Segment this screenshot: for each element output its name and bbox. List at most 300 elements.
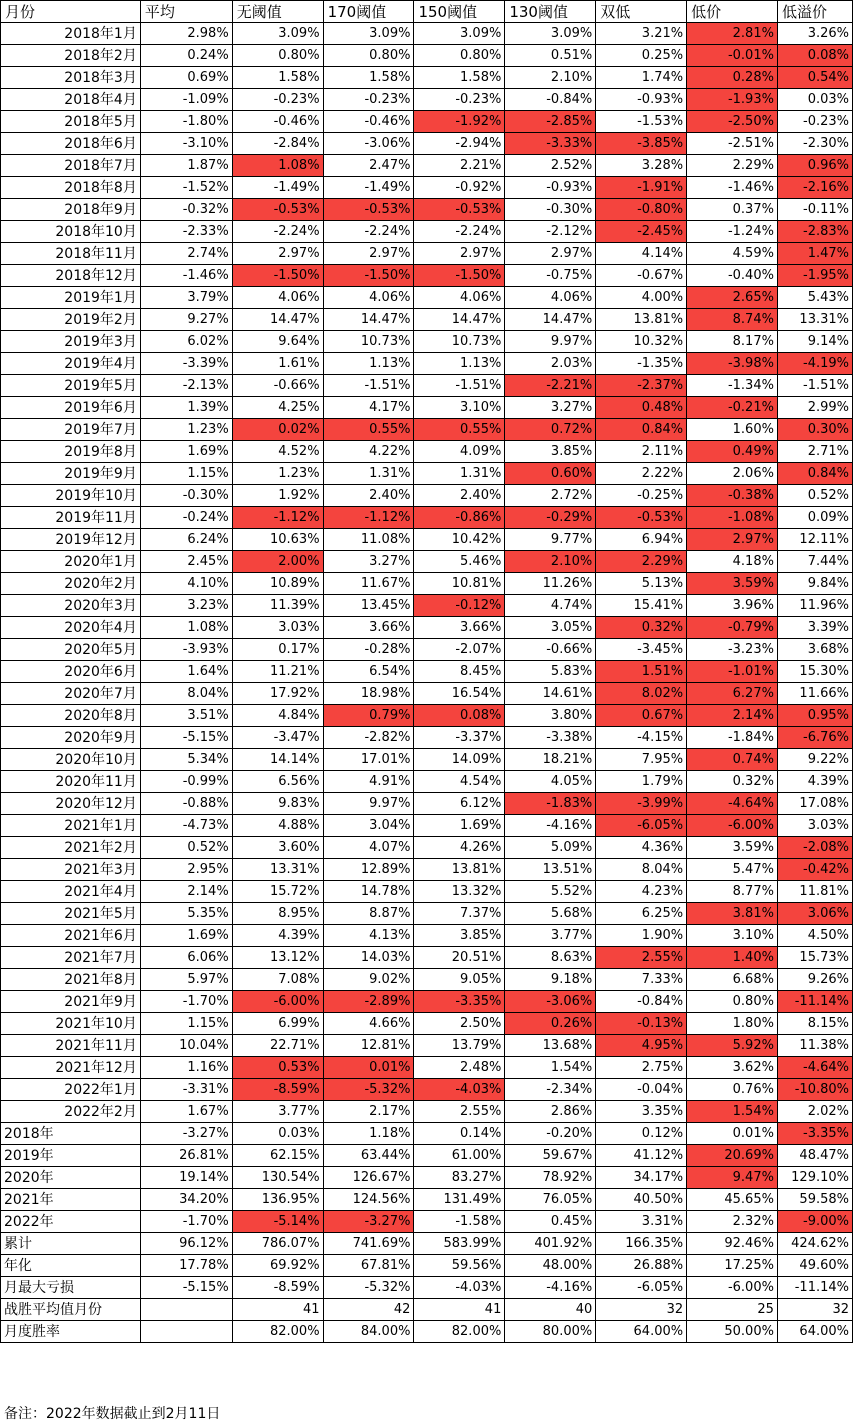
value-cell[interactable]: 2.48%	[414, 1057, 505, 1079]
value-cell[interactable]: 2.40%	[414, 485, 505, 507]
value-cell[interactable]: -3.38%	[505, 727, 596, 749]
value-cell[interactable]: 3.23%	[140, 595, 232, 617]
value-cell[interactable]: 124.56%	[323, 1189, 414, 1211]
value-cell[interactable]: 4.06%	[323, 287, 414, 309]
value-cell[interactable]: 3.21%	[596, 23, 687, 45]
value-cell[interactable]: 2.17%	[323, 1101, 414, 1123]
value-cell[interactable]: 1.69%	[140, 441, 232, 463]
value-cell[interactable]: 3.81%	[687, 903, 778, 925]
value-cell[interactable]: 64.00%	[777, 1321, 852, 1343]
value-cell[interactable]: -0.23%	[777, 111, 852, 133]
value-cell[interactable]: -8.59%	[232, 1277, 323, 1299]
value-cell[interactable]: 13.68%	[505, 1035, 596, 1057]
value-cell[interactable]: -1.46%	[140, 265, 232, 287]
value-cell[interactable]: 64.00%	[596, 1321, 687, 1343]
value-cell[interactable]: 3.77%	[232, 1101, 323, 1123]
value-cell[interactable]: 17.01%	[323, 749, 414, 771]
value-cell[interactable]: 32	[777, 1299, 852, 1321]
value-cell[interactable]: 1.08%	[140, 617, 232, 639]
value-cell[interactable]: 15.73%	[777, 947, 852, 969]
value-cell[interactable]: 0.25%	[596, 45, 687, 67]
column-header[interactable]: 低溢价	[777, 1, 852, 23]
value-cell[interactable]: 5.68%	[505, 903, 596, 925]
value-cell[interactable]: 59.67%	[505, 1145, 596, 1167]
value-cell[interactable]: 0.48%	[596, 397, 687, 419]
value-cell[interactable]: 11.26%	[505, 573, 596, 595]
value-cell[interactable]: -2.16%	[777, 177, 852, 199]
value-cell[interactable]: 1.58%	[323, 67, 414, 89]
value-cell[interactable]: 1.31%	[414, 463, 505, 485]
value-cell[interactable]: 9.97%	[505, 331, 596, 353]
value-cell[interactable]: 2.14%	[687, 705, 778, 727]
value-cell[interactable]: 3.03%	[232, 617, 323, 639]
row-label[interactable]: 2018年4月	[1, 89, 141, 111]
value-cell[interactable]: 3.27%	[323, 551, 414, 573]
value-cell[interactable]: 3.09%	[323, 23, 414, 45]
value-cell[interactable]: 4.13%	[323, 925, 414, 947]
value-cell[interactable]: 1.64%	[140, 661, 232, 683]
row-label[interactable]: 2021年	[1, 1189, 141, 1211]
value-cell[interactable]: 17.78%	[140, 1255, 232, 1277]
value-cell[interactable]: 78.92%	[505, 1167, 596, 1189]
value-cell[interactable]: 16.54%	[414, 683, 505, 705]
value-cell[interactable]: 3.96%	[687, 595, 778, 617]
row-label[interactable]: 2018年	[1, 1123, 141, 1145]
value-cell[interactable]: 50.00%	[687, 1321, 778, 1343]
column-header[interactable]: 双低	[596, 1, 687, 23]
value-cell[interactable]: 1.58%	[232, 67, 323, 89]
value-cell[interactable]: 42	[323, 1299, 414, 1321]
row-label[interactable]: 2019年7月	[1, 419, 141, 441]
value-cell[interactable]: 2.10%	[505, 67, 596, 89]
row-label[interactable]: 2018年5月	[1, 111, 141, 133]
value-cell[interactable]: 4.17%	[323, 397, 414, 419]
value-cell[interactable]: 59.56%	[414, 1255, 505, 1277]
value-cell[interactable]: 3.79%	[140, 287, 232, 309]
value-cell[interactable]: -3.39%	[140, 353, 232, 375]
row-label[interactable]: 2019年4月	[1, 353, 141, 375]
row-label[interactable]: 2019年2月	[1, 309, 141, 331]
value-cell[interactable]: 1.79%	[596, 771, 687, 793]
value-cell[interactable]: -0.20%	[505, 1123, 596, 1145]
value-cell[interactable]: -2.21%	[505, 375, 596, 397]
value-cell[interactable]: -1.50%	[232, 265, 323, 287]
value-cell[interactable]: -0.66%	[232, 375, 323, 397]
row-label[interactable]: 2020年11月	[1, 771, 141, 793]
value-cell[interactable]: -3.06%	[505, 991, 596, 1013]
value-cell[interactable]: 11.39%	[232, 595, 323, 617]
value-cell[interactable]: 9.05%	[414, 969, 505, 991]
value-cell[interactable]: -1.84%	[687, 727, 778, 749]
value-cell[interactable]: -4.03%	[414, 1079, 505, 1101]
value-cell[interactable]: 0.01%	[323, 1057, 414, 1079]
row-label[interactable]: 2018年3月	[1, 67, 141, 89]
value-cell[interactable]: 3.51%	[140, 705, 232, 727]
value-cell[interactable]: -4.15%	[596, 727, 687, 749]
value-cell[interactable]: -5.32%	[323, 1277, 414, 1299]
value-cell[interactable]: 0.02%	[232, 419, 323, 441]
value-cell[interactable]: -0.04%	[596, 1079, 687, 1101]
row-label[interactable]: 2020年6月	[1, 661, 141, 683]
value-cell[interactable]: 76.05%	[505, 1189, 596, 1211]
value-cell[interactable]: 5.83%	[505, 661, 596, 683]
value-cell[interactable]: -3.23%	[687, 639, 778, 661]
value-cell[interactable]: -1.46%	[687, 177, 778, 199]
value-cell[interactable]	[140, 1299, 232, 1321]
value-cell[interactable]: 14.47%	[414, 309, 505, 331]
value-cell[interactable]: -8.59%	[232, 1079, 323, 1101]
value-cell[interactable]: 1.67%	[140, 1101, 232, 1123]
value-cell[interactable]: -3.35%	[777, 1123, 852, 1145]
value-cell[interactable]: 4.88%	[232, 815, 323, 837]
value-cell[interactable]: 69.92%	[232, 1255, 323, 1277]
value-cell[interactable]: 3.28%	[596, 155, 687, 177]
value-cell[interactable]: 0.49%	[687, 441, 778, 463]
value-cell[interactable]: 0.55%	[323, 419, 414, 441]
column-header[interactable]: 130阈值	[505, 1, 596, 23]
value-cell[interactable]: -4.73%	[140, 815, 232, 837]
value-cell[interactable]: 13.12%	[232, 947, 323, 969]
row-label[interactable]: 2021年12月	[1, 1057, 141, 1079]
value-cell[interactable]: -1.80%	[140, 111, 232, 133]
value-cell[interactable]: 8.77%	[687, 881, 778, 903]
row-label[interactable]: 2019年12月	[1, 529, 141, 551]
column-header[interactable]: 无阈值	[232, 1, 323, 23]
value-cell[interactable]: 424.62%	[777, 1233, 852, 1255]
value-cell[interactable]: -0.75%	[505, 265, 596, 287]
value-cell[interactable]: -2.84%	[232, 133, 323, 155]
row-label[interactable]: 月最大亏损	[1, 1277, 141, 1299]
row-label[interactable]: 2018年11月	[1, 243, 141, 265]
value-cell[interactable]: 1.87%	[140, 155, 232, 177]
value-cell[interactable]: 4.52%	[232, 441, 323, 463]
row-label[interactable]: 2020年5月	[1, 639, 141, 661]
value-cell[interactable]: 62.15%	[232, 1145, 323, 1167]
value-cell[interactable]: -0.30%	[140, 485, 232, 507]
value-cell[interactable]: 0.01%	[687, 1123, 778, 1145]
value-cell[interactable]: 4.09%	[414, 441, 505, 463]
value-cell[interactable]: 20.69%	[687, 1145, 778, 1167]
value-cell[interactable]: 13.79%	[414, 1035, 505, 1057]
value-cell[interactable]: 3.10%	[414, 397, 505, 419]
value-cell[interactable]: 4.06%	[505, 287, 596, 309]
value-cell[interactable]: 2.95%	[140, 859, 232, 881]
value-cell[interactable]: 0.08%	[414, 705, 505, 727]
value-cell[interactable]: 1.23%	[140, 419, 232, 441]
value-cell[interactable]: 8.15%	[777, 1013, 852, 1035]
value-cell[interactable]: 1.16%	[140, 1057, 232, 1079]
value-cell[interactable]: 3.35%	[596, 1101, 687, 1123]
value-cell[interactable]: -0.11%	[777, 199, 852, 221]
value-cell[interactable]: -1.50%	[414, 265, 505, 287]
value-cell[interactable]: 13.32%	[414, 881, 505, 903]
value-cell[interactable]: 0.95%	[777, 705, 852, 727]
value-cell[interactable]: 9.18%	[505, 969, 596, 991]
value-cell[interactable]: 2.98%	[140, 23, 232, 45]
value-cell[interactable]: 9.26%	[777, 969, 852, 991]
value-cell[interactable]	[140, 1321, 232, 1343]
value-cell[interactable]: 0.03%	[777, 89, 852, 111]
value-cell[interactable]: 2.32%	[687, 1211, 778, 1233]
value-cell[interactable]: 3.27%	[505, 397, 596, 419]
value-cell[interactable]: 5.43%	[777, 287, 852, 309]
value-cell[interactable]: -6.05%	[596, 815, 687, 837]
value-cell[interactable]: 2.55%	[596, 947, 687, 969]
value-cell[interactable]: 3.06%	[777, 903, 852, 925]
value-cell[interactable]: 34.17%	[596, 1167, 687, 1189]
value-cell[interactable]: -1.49%	[323, 177, 414, 199]
value-cell[interactable]: 6.12%	[414, 793, 505, 815]
value-cell[interactable]: 4.06%	[232, 287, 323, 309]
value-cell[interactable]: -2.45%	[596, 221, 687, 243]
value-cell[interactable]: -5.15%	[140, 1277, 232, 1299]
value-cell[interactable]: 5.46%	[414, 551, 505, 573]
value-cell[interactable]: 3.85%	[505, 441, 596, 463]
row-label[interactable]: 2018年6月	[1, 133, 141, 155]
value-cell[interactable]: -2.08%	[777, 837, 852, 859]
value-cell[interactable]: 3.59%	[687, 837, 778, 859]
value-cell[interactable]: 14.14%	[232, 749, 323, 771]
value-cell[interactable]: 12.11%	[777, 529, 852, 551]
value-cell[interactable]: 1.61%	[232, 353, 323, 375]
value-cell[interactable]: 8.63%	[505, 947, 596, 969]
row-label[interactable]: 2019年	[1, 1145, 141, 1167]
value-cell[interactable]: 41	[232, 1299, 323, 1321]
value-cell[interactable]: 1.74%	[596, 67, 687, 89]
value-cell[interactable]: -2.34%	[505, 1079, 596, 1101]
value-cell[interactable]: -0.93%	[596, 89, 687, 111]
value-cell[interactable]: 1.92%	[232, 485, 323, 507]
value-cell[interactable]: 1.58%	[414, 67, 505, 89]
value-cell[interactable]: 0.24%	[140, 45, 232, 67]
value-cell[interactable]: 5.97%	[140, 969, 232, 991]
value-cell[interactable]: 6.54%	[323, 661, 414, 683]
value-cell[interactable]: 786.07%	[232, 1233, 323, 1255]
value-cell[interactable]: 1.31%	[323, 463, 414, 485]
value-cell[interactable]: 4.25%	[232, 397, 323, 419]
value-cell[interactable]: 0.51%	[505, 45, 596, 67]
row-label[interactable]: 战胜平均值月份	[1, 1299, 141, 1321]
value-cell[interactable]: 7.08%	[232, 969, 323, 991]
row-label[interactable]: 2018年1月	[1, 23, 141, 45]
value-cell[interactable]: 8.04%	[140, 683, 232, 705]
value-cell[interactable]: 6.06%	[140, 947, 232, 969]
value-cell[interactable]: 3.04%	[323, 815, 414, 837]
value-cell[interactable]: 3.10%	[687, 925, 778, 947]
value-cell[interactable]: -5.15%	[140, 727, 232, 749]
value-cell[interactable]: 6.99%	[232, 1013, 323, 1035]
value-cell[interactable]: 1.39%	[140, 397, 232, 419]
value-cell[interactable]: 34.20%	[140, 1189, 232, 1211]
value-cell[interactable]: -0.23%	[323, 89, 414, 111]
value-cell[interactable]: -0.12%	[414, 595, 505, 617]
value-cell[interactable]: -2.83%	[777, 221, 852, 243]
value-cell[interactable]: 2.29%	[687, 155, 778, 177]
value-cell[interactable]: -2.12%	[505, 221, 596, 243]
value-cell[interactable]: -1.50%	[323, 265, 414, 287]
value-cell[interactable]: 14.61%	[505, 683, 596, 705]
row-label[interactable]: 2019年3月	[1, 331, 141, 353]
value-cell[interactable]: 2.86%	[505, 1101, 596, 1123]
value-cell[interactable]: 2.55%	[414, 1101, 505, 1123]
value-cell[interactable]: 13.81%	[414, 859, 505, 881]
value-cell[interactable]: 96.12%	[140, 1233, 232, 1255]
value-cell[interactable]: 0.80%	[232, 45, 323, 67]
value-cell[interactable]: 9.77%	[505, 529, 596, 551]
row-label[interactable]: 2021年6月	[1, 925, 141, 947]
value-cell[interactable]: -1.12%	[232, 507, 323, 529]
value-cell[interactable]: 11.67%	[323, 573, 414, 595]
value-cell[interactable]: 14.09%	[414, 749, 505, 771]
value-cell[interactable]: 136.95%	[232, 1189, 323, 1211]
value-cell[interactable]: 2.10%	[505, 551, 596, 573]
value-cell[interactable]: 0.76%	[687, 1079, 778, 1101]
value-cell[interactable]: -0.23%	[232, 89, 323, 111]
value-cell[interactable]: 8.17%	[687, 331, 778, 353]
value-cell[interactable]: 12.89%	[323, 859, 414, 881]
value-cell[interactable]: -3.45%	[596, 639, 687, 661]
column-header[interactable]: 150阈值	[414, 1, 505, 23]
value-cell[interactable]: 8.87%	[323, 903, 414, 925]
value-cell[interactable]: 0.55%	[414, 419, 505, 441]
value-cell[interactable]: 4.39%	[777, 771, 852, 793]
value-cell[interactable]: 10.73%	[323, 331, 414, 353]
value-cell[interactable]: 6.02%	[140, 331, 232, 353]
value-cell[interactable]: 0.52%	[777, 485, 852, 507]
value-cell[interactable]: -0.28%	[323, 639, 414, 661]
value-cell[interactable]: 59.58%	[777, 1189, 852, 1211]
value-cell[interactable]: 1.08%	[232, 155, 323, 177]
value-cell[interactable]: 3.85%	[414, 925, 505, 947]
value-cell[interactable]: 5.35%	[140, 903, 232, 925]
value-cell[interactable]: 401.92%	[505, 1233, 596, 1255]
value-cell[interactable]: 61.00%	[414, 1145, 505, 1167]
row-label[interactable]: 2018年10月	[1, 221, 141, 243]
value-cell[interactable]: 4.74%	[505, 595, 596, 617]
value-cell[interactable]: -3.10%	[140, 133, 232, 155]
value-cell[interactable]: -0.01%	[687, 45, 778, 67]
value-cell[interactable]: 14.47%	[232, 309, 323, 331]
value-cell[interactable]: 2.45%	[140, 551, 232, 573]
value-cell[interactable]: 8.95%	[232, 903, 323, 925]
row-label[interactable]: 2021年9月	[1, 991, 141, 1013]
value-cell[interactable]: 0.54%	[777, 67, 852, 89]
value-cell[interactable]: 0.60%	[505, 463, 596, 485]
row-label[interactable]: 2020年10月	[1, 749, 141, 771]
row-label[interactable]: 2020年1月	[1, 551, 141, 573]
value-cell[interactable]: 14.47%	[505, 309, 596, 331]
value-cell[interactable]: -4.16%	[505, 815, 596, 837]
value-cell[interactable]: 0.74%	[687, 749, 778, 771]
value-cell[interactable]: 5.47%	[687, 859, 778, 881]
value-cell[interactable]: 8.02%	[596, 683, 687, 705]
value-cell[interactable]: 1.18%	[323, 1123, 414, 1145]
value-cell[interactable]: 6.56%	[232, 771, 323, 793]
value-cell[interactable]: 4.39%	[232, 925, 323, 947]
value-cell[interactable]: -0.40%	[687, 265, 778, 287]
value-cell[interactable]: 3.09%	[232, 23, 323, 45]
value-cell[interactable]: -2.24%	[414, 221, 505, 243]
value-cell[interactable]: 3.26%	[777, 23, 852, 45]
value-cell[interactable]: 13.51%	[505, 859, 596, 881]
value-cell[interactable]: -0.53%	[596, 507, 687, 529]
value-cell[interactable]: 741.69%	[323, 1233, 414, 1255]
value-cell[interactable]: 67.81%	[323, 1255, 414, 1277]
row-label[interactable]: 2018年2月	[1, 45, 141, 67]
value-cell[interactable]: 7.44%	[777, 551, 852, 573]
value-cell[interactable]: 48.00%	[505, 1255, 596, 1277]
value-cell[interactable]: -4.64%	[687, 793, 778, 815]
value-cell[interactable]: 9.64%	[232, 331, 323, 353]
value-cell[interactable]: -4.19%	[777, 353, 852, 375]
value-cell[interactable]: -0.29%	[505, 507, 596, 529]
value-cell[interactable]: 3.09%	[505, 23, 596, 45]
value-cell[interactable]: 3.03%	[777, 815, 852, 837]
value-cell[interactable]: -1.09%	[140, 89, 232, 111]
value-cell[interactable]: 10.42%	[414, 529, 505, 551]
value-cell[interactable]: -0.53%	[414, 199, 505, 221]
value-cell[interactable]: 4.26%	[414, 837, 505, 859]
value-cell[interactable]: 15.41%	[596, 595, 687, 617]
value-cell[interactable]: 11.66%	[777, 683, 852, 705]
value-cell[interactable]: -0.84%	[505, 89, 596, 111]
value-cell[interactable]: 2.02%	[777, 1101, 852, 1123]
value-cell[interactable]: 63.44%	[323, 1145, 414, 1167]
value-cell[interactable]: -1.70%	[140, 991, 232, 1013]
value-cell[interactable]: 3.09%	[414, 23, 505, 45]
value-cell[interactable]: -0.25%	[596, 485, 687, 507]
value-cell[interactable]: 9.22%	[777, 749, 852, 771]
row-label[interactable]: 2021年4月	[1, 881, 141, 903]
value-cell[interactable]: -0.67%	[596, 265, 687, 287]
row-label[interactable]: 2021年5月	[1, 903, 141, 925]
value-cell[interactable]: 1.69%	[140, 925, 232, 947]
value-cell[interactable]: 1.15%	[140, 1013, 232, 1035]
value-cell[interactable]: 1.47%	[777, 243, 852, 265]
value-cell[interactable]: 4.36%	[596, 837, 687, 859]
value-cell[interactable]: -0.92%	[414, 177, 505, 199]
value-cell[interactable]: 0.84%	[777, 463, 852, 485]
value-cell[interactable]: 2.06%	[687, 463, 778, 485]
value-cell[interactable]: 18.98%	[323, 683, 414, 705]
value-cell[interactable]: 4.05%	[505, 771, 596, 793]
value-cell[interactable]: 1.54%	[505, 1057, 596, 1079]
value-cell[interactable]: -0.46%	[232, 111, 323, 133]
value-cell[interactable]: -4.64%	[777, 1057, 852, 1079]
value-cell[interactable]: 8.45%	[414, 661, 505, 683]
value-cell[interactable]: 49.60%	[777, 1255, 852, 1277]
value-cell[interactable]: 17.92%	[232, 683, 323, 705]
value-cell[interactable]: -3.06%	[323, 133, 414, 155]
value-cell[interactable]: 4.22%	[323, 441, 414, 463]
value-cell[interactable]: 2.97%	[687, 529, 778, 551]
value-cell[interactable]: 13.31%	[232, 859, 323, 881]
value-cell[interactable]: -1.24%	[687, 221, 778, 243]
row-label[interactable]: 2021年3月	[1, 859, 141, 881]
value-cell[interactable]: 1.80%	[687, 1013, 778, 1035]
value-cell[interactable]: 40.50%	[596, 1189, 687, 1211]
value-cell[interactable]: -2.37%	[596, 375, 687, 397]
value-cell[interactable]: 1.60%	[687, 419, 778, 441]
value-cell[interactable]: 2.22%	[596, 463, 687, 485]
row-label[interactable]: 2020年2月	[1, 573, 141, 595]
value-cell[interactable]: 4.00%	[596, 287, 687, 309]
value-cell[interactable]: 2.65%	[687, 287, 778, 309]
value-cell[interactable]: 26.88%	[596, 1255, 687, 1277]
value-cell[interactable]: 0.26%	[505, 1013, 596, 1035]
value-cell[interactable]: -1.51%	[323, 375, 414, 397]
value-cell[interactable]: 20.51%	[414, 947, 505, 969]
